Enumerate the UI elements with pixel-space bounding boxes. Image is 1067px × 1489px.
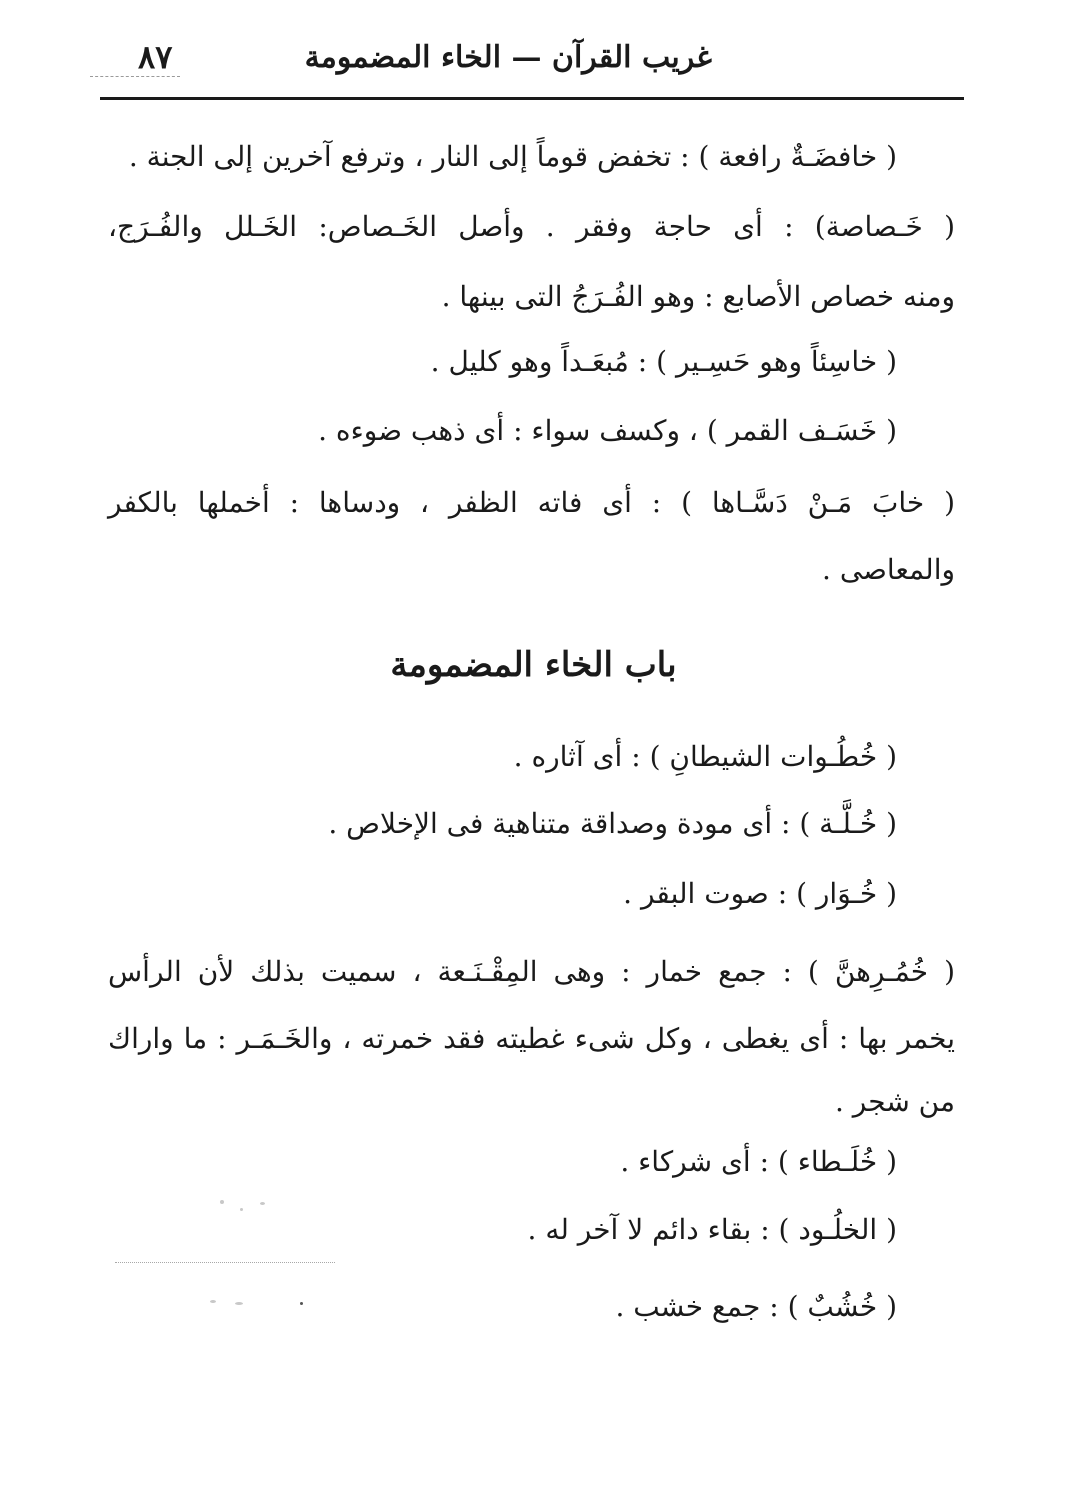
page-number: ٨٧	[138, 38, 173, 76]
p1-line-1: ( خافضَـةٌ رافعة ) : تخفض قوماً إلى النار ، وترفع آخرين إلى الجنة .	[128, 140, 897, 173]
entry-4-line-3: من شجر .	[835, 1085, 955, 1118]
entry-4-line-2: يخمر بها : أى يغطى ، وكل شىء غطيته فقد خمرته ، والخَـمَـر : ما واراك	[108, 1022, 955, 1055]
p4-line-1: ( خَسَـف القمر ) ، وكسف سواء : أى ذهب ضوءه .	[318, 414, 897, 447]
faint-rule-top	[90, 76, 180, 78]
scan-artifact-specks	[150, 1190, 310, 1320]
p2-line-1: ( خَـصاصة) : أى حاجة وفقر . وأصل الخَـصاص: الخَـلل والفُـرَج،	[108, 210, 955, 243]
p5-line-1: ( خابَ مَـنْ دَسَّـاها ) : أى فاته الظفر ، ودساها : أخملها بالكفر	[108, 486, 955, 519]
entry-1-line-1: ( خُطُـوات الشيطانِ ) : أى آثاره .	[513, 740, 897, 773]
running-header	[100, 38, 962, 88]
header-rule	[100, 97, 964, 100]
entry-7-line-1: ( خُشُبٌ ) : جمع خشب .	[615, 1290, 897, 1323]
p2-line-2: ومنه خصاص الأصابع : وهو الفُـرَجُ التى بينها .	[441, 280, 955, 313]
p3-line-1: ( خاسِئاً وهو حَسِـير ) : مُبعَـداً وهو كليل .	[430, 345, 897, 378]
entry-4-line-1: ( خُمُـرِهنَّ ) : جمع خمار : وهى المِقْـنَـعة ، سميت بذلك لأن الرأس	[108, 955, 955, 988]
p5-line-2: والمعاصى .	[822, 553, 955, 586]
section-heading: باب الخاء المضمومة	[390, 645, 677, 685]
entry-2-line-1: ( خُـلَّـة ) : أى مودة وصداقة متناهية فى الإخلاص .	[328, 807, 897, 840]
entry-5-line-1: ( خُلَـطاء ) : أى شركاء .	[620, 1145, 897, 1178]
running-title: غريب القرآن — الخاء المضمومة	[304, 40, 712, 75]
entry-3-line-1: ( خُـوَار ) : صوت البقر .	[623, 877, 897, 910]
entry-6-line-1: ( الخلُـود ) : بقاء دائم لا آخر له .	[527, 1213, 897, 1246]
